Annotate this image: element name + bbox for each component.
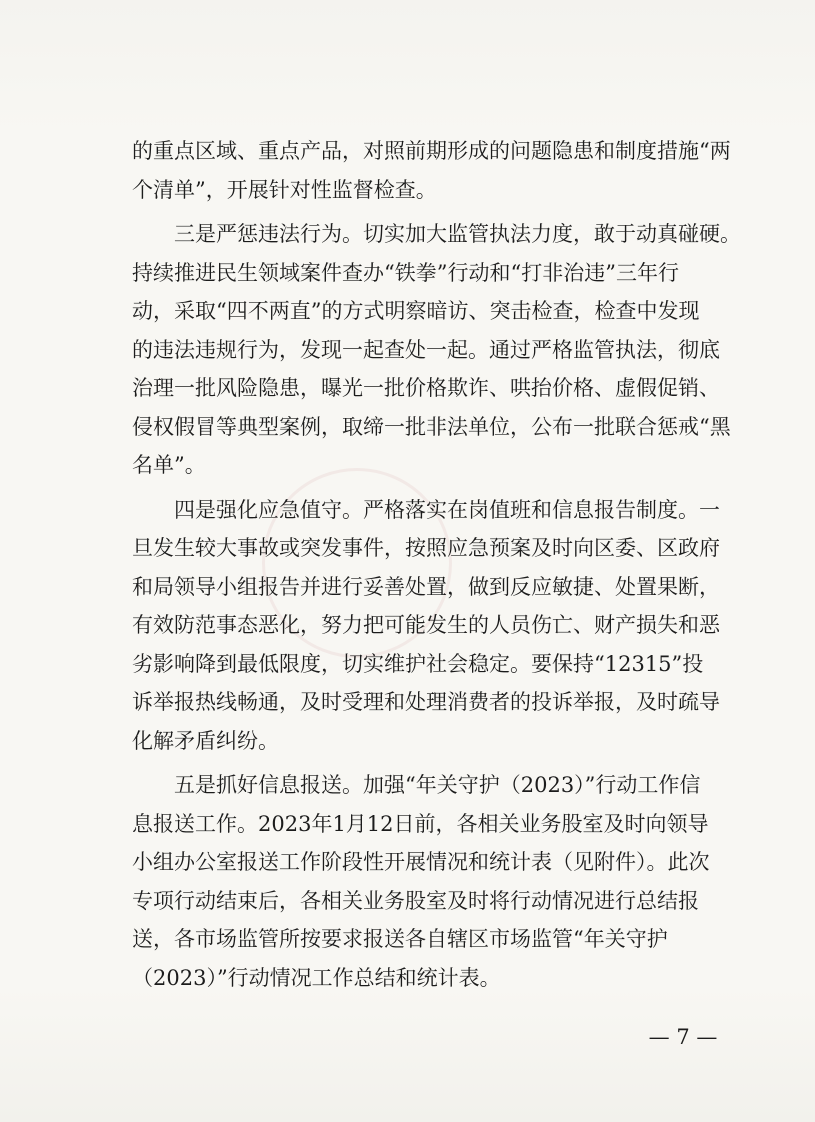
text-line: 息报送工作。2023年1月12日前，各相关业务股室及时向领导 (132, 811, 709, 836)
text-line: 诉举报热线畅通，及时受理和处理消费者的投诉举报，及时疏导 (132, 690, 720, 714)
text-line: 和局领导小组报告并进行妥善处置，做到反应敏捷、处置果断， (132, 574, 720, 599)
text-line: 名单”。 (132, 453, 206, 477)
text-line: 劣影响降到最低限度，切实维护社会稳定。要保持“12315”投 (132, 651, 704, 676)
text-line: 侵权假冒等典型案例，取缔一批非法单位，公布一批联合惩戒“黑 (132, 414, 731, 439)
paragraph-first-line: 五是抓好信息报送。加强“年关守护（2023）”行动工作信 (174, 773, 701, 797)
text-line: （2023）”行动情况工作总结和统计表。 (132, 965, 501, 990)
text-line: 个清单”，开展针对性监督检查。 (132, 177, 437, 202)
paragraph-first-line: 四是强化应急值守。严格落实在岗值班和信息报告制度。一 (174, 497, 720, 522)
text-line: 持续推进民生领域案件查办“铁拳”行动和“打非治违”三年行 (132, 260, 679, 285)
text-line: 专项行动结束后，各相关业务股室及时将行动情况进行总结报 (132, 888, 699, 913)
text-line: 化解矛盾纠纷。 (132, 728, 279, 753)
text-line: 治理一批风险隐患，曝光一批价格欺诈、哄抬价格、虚假促销、 (132, 376, 720, 400)
body-text (132, 132, 741, 997)
text-line: 的重点区域、重点产品，对照前期形成的问题隐患和制度措施“两 (132, 139, 731, 163)
paragraph-first-line: 三是严惩违法行为。切实加大监管执法力度，敢于动真碰硬。 (174, 222, 741, 246)
text-line: 的违法违规行为，发现一起查处一起。通过严格监管执法，彻底 (132, 337, 720, 362)
text-line: 动，采取“四不两直”的方式明察暗访、突击检查，检查中发现 (132, 299, 700, 323)
text-line: 送，各市场监管所按要求报送各自辖区市场监管“年关守护 (132, 927, 668, 951)
page-number: — 7 — (648, 1025, 718, 1049)
text-line: 小组办公室报送工作阶段性开展情况和统计表（见附件）。此次 (132, 850, 710, 874)
text-line: 有效防范事态恶化，努力把可能发生的人员伤亡、财产损失和恶 (132, 613, 720, 637)
text-line: 旦发生较大事故或突发事件，按照应急预案及时向区委、区政府 (132, 536, 720, 560)
